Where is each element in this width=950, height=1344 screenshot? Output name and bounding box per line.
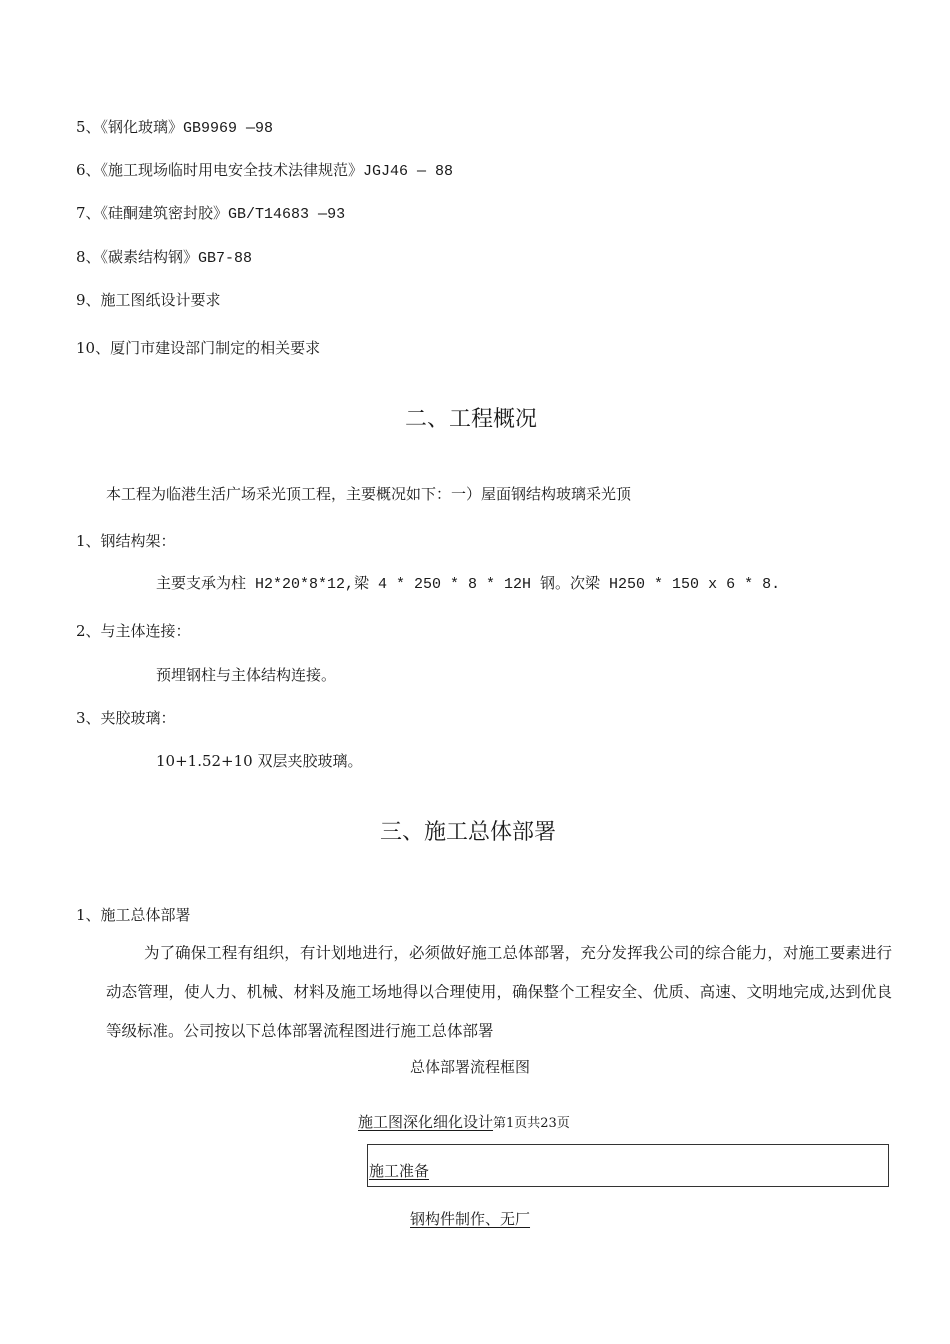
reference-item-9 bbox=[76, 290, 221, 310]
reference-number: 8、 bbox=[76, 248, 101, 266]
section-heading-deployment: 三、施工总体部署 bbox=[380, 820, 557, 845]
reference-text: 《钢化玻璃》GB9969 —98 bbox=[100, 120, 274, 137]
flowchart-box-preparation bbox=[367, 1144, 889, 1187]
overview-intro: 本工程为临港生活广场采光顶工程，主要概况如下：一）屋面钢结构玻璃采光顶 bbox=[106, 485, 632, 503]
overview-item-steel-frame-detail: 主要支承为柱 H2*20*8*12,梁 4 * 250 * 8 * 12H 钢。次梁 H250 * 150 x 6 * 8. bbox=[156, 576, 781, 593]
page-number: 第1页共23页 bbox=[493, 1116, 570, 1131]
deployment-paragraph: 为了确保工程有组织，有计划地进行，必须做好施工总体部署，充分发挥我公司的综合能力，对施工要素进行动态管理，使人力、机械、材料及施工场地得以合理使用，确保整个工程安全、优质、高速、文明地完成,达到优良等级标准。公司按以下总体部署流程图进行施工总体部署 bbox=[106, 944, 892, 1040]
reference-item-8 bbox=[76, 247, 252, 269]
overview-item-connection-detail: 预埋钢柱与主体结构连接。 bbox=[156, 666, 337, 684]
reference-item-10 bbox=[76, 338, 320, 358]
reference-text: 《碳素结构钢》GB7-88 bbox=[100, 250, 253, 267]
reference-number: 9、 bbox=[76, 291, 101, 309]
flowchart-step-design bbox=[358, 1112, 570, 1134]
reference-item-6 bbox=[76, 160, 453, 182]
flowchart-title: 总体部署流程框图 bbox=[410, 1058, 531, 1076]
overview-item-glass-label: 3、夹胶玻璃： bbox=[76, 709, 176, 727]
flowchart-step-label: 施工图深化细化设计 bbox=[358, 1113, 494, 1131]
reference-item-5 bbox=[76, 117, 273, 139]
reference-item-7 bbox=[76, 203, 345, 225]
reference-text: 《施工现场临时用电安全技术法律规范》JGJ46 — 88 bbox=[100, 163, 454, 180]
reference-number: 10、 bbox=[76, 339, 111, 357]
overview-item-connection-label: 2、与主体连接： bbox=[76, 622, 191, 640]
reference-number: 5、 bbox=[76, 118, 101, 136]
overview-item-steel-frame-label: 1、钢结构架： bbox=[76, 532, 176, 550]
reference-text: 《硅酮建筑密封胶》GB/T14683 —93 bbox=[100, 206, 346, 223]
flowchart-step-preparation: 施工准备 bbox=[369, 1162, 430, 1180]
reference-text: 施工图纸设计要求 bbox=[100, 291, 221, 309]
reference-number: 7、 bbox=[76, 204, 101, 222]
section-heading-overview: 二、工程概况 bbox=[405, 407, 538, 432]
overview-item-glass-detail: 10+1.52+10 双层夹胶玻璃。 bbox=[156, 752, 363, 770]
deployment-item-label: 1、施工总体部署 bbox=[76, 906, 191, 924]
flowchart-step-fabrication: 钢构件制作、无厂 bbox=[410, 1210, 531, 1228]
reference-number: 6、 bbox=[76, 161, 101, 179]
reference-text: 厦门市建设部门制定的相关要求 bbox=[110, 339, 321, 357]
